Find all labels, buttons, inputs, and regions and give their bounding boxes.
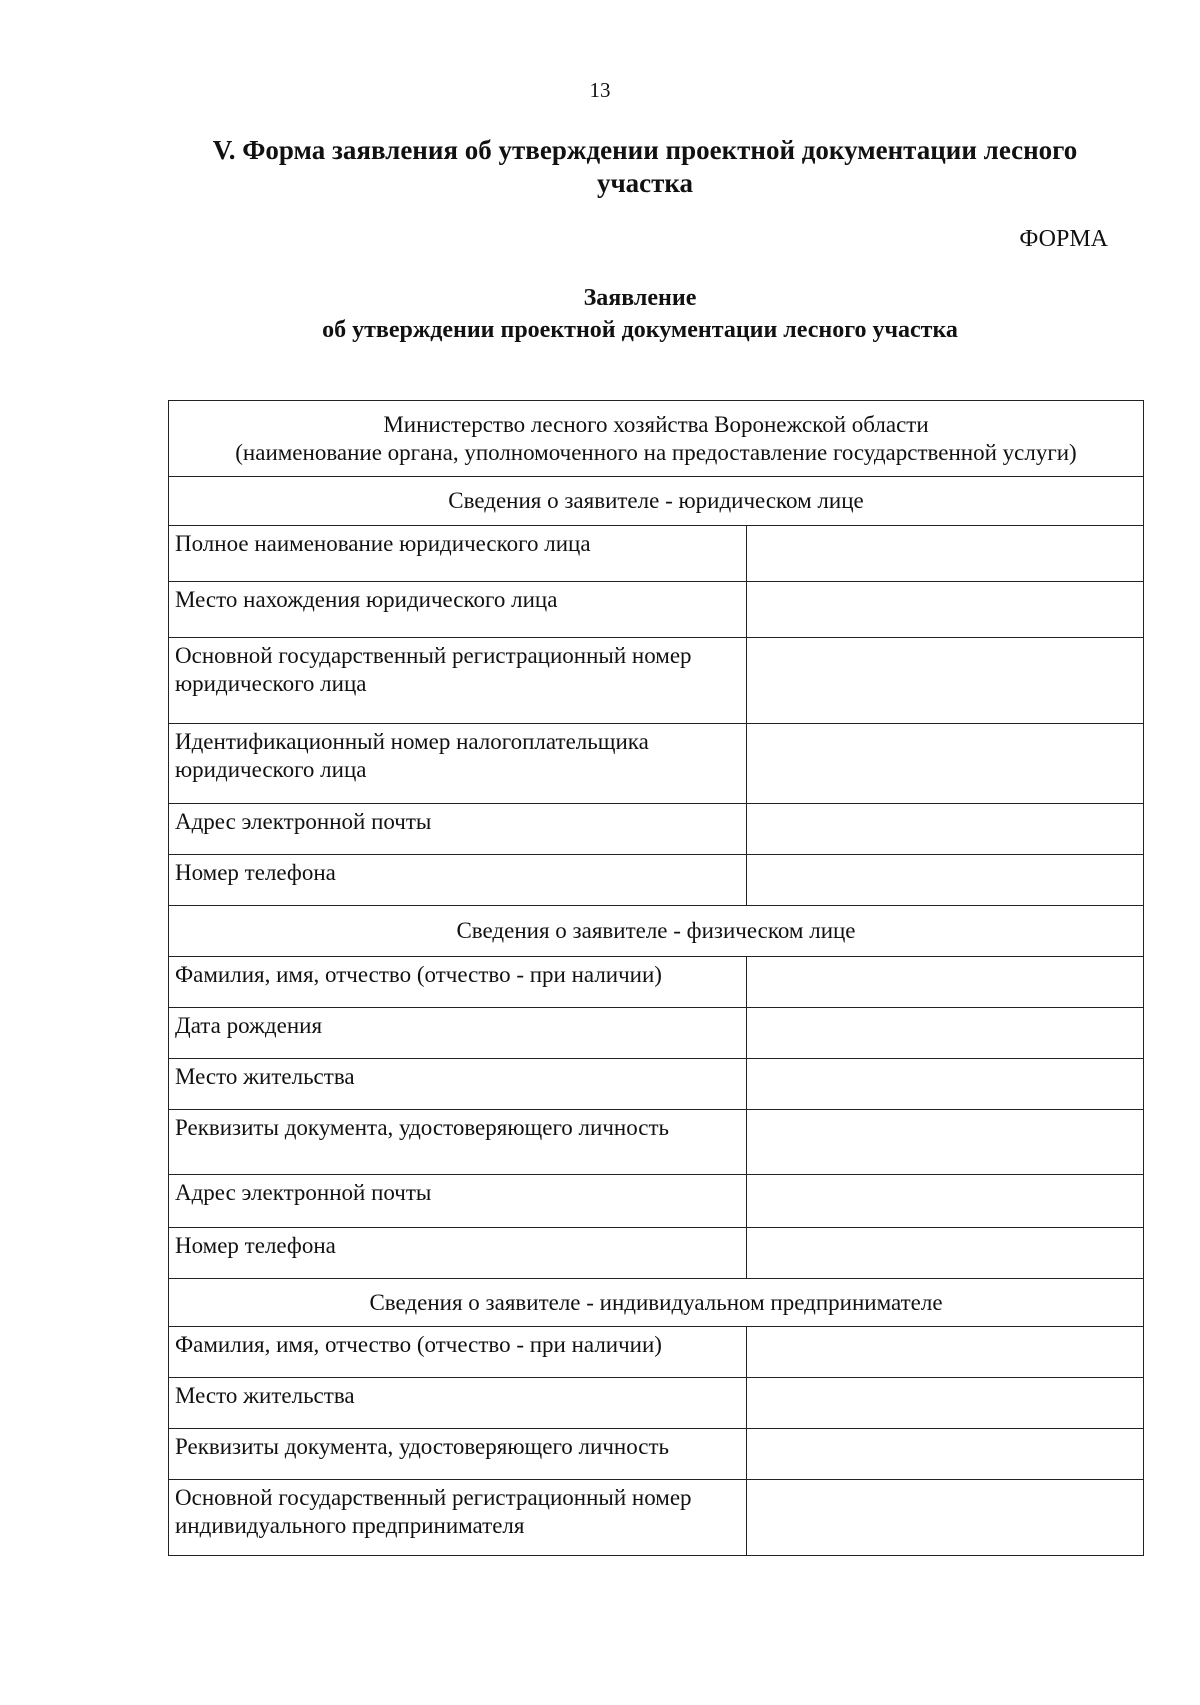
- section-title-line-1: V. Форма заявления об утверждении проектной документации лесного: [212, 135, 1078, 165]
- document-heading-line-1: Заявление: [583, 285, 697, 311]
- table-row: [169, 957, 1144, 1008]
- table-row: [169, 804, 1144, 855]
- row-label: Основной государственный регистрационный номер индивидуального предпринимателя: [169, 1480, 747, 1556]
- section-header-individual: Сведения о заявителе - физическом лице: [169, 906, 1144, 957]
- authority-name: Министерство лесного хозяйства Воронежской области: [383, 411, 929, 437]
- row-value-field[interactable]: [747, 724, 1144, 804]
- row-label: Место нахождения юридического лица: [169, 582, 747, 638]
- section-header-entrepreneur: Сведения о заявителе - индивидуальном предпринимателе: [169, 1279, 1144, 1327]
- table-row: [169, 1480, 1144, 1556]
- row-value-field[interactable]: [747, 1175, 1144, 1228]
- authority-caption: (наименование органа, уполномоченного на предоставление государственной услуги): [235, 439, 1077, 465]
- table-row: [169, 855, 1144, 906]
- section-header-row: [169, 906, 1144, 957]
- section-header-row: [169, 477, 1144, 526]
- row-value-field[interactable]: [747, 1327, 1144, 1378]
- table-row: [169, 1327, 1144, 1378]
- section-title-line-2: участка: [596, 168, 694, 198]
- row-value-field[interactable]: [747, 1378, 1144, 1429]
- row-label: Место жительства: [169, 1059, 747, 1110]
- table-row: [169, 1059, 1144, 1110]
- row-label: Номер телефона: [169, 1228, 747, 1279]
- row-label: Реквизиты документа, удостоверяющего личность: [169, 1429, 747, 1480]
- row-label: Идентификационный номер налогоплательщика юридического лица: [169, 724, 747, 804]
- table-row: [169, 638, 1144, 724]
- row-value-field[interactable]: [747, 526, 1144, 582]
- authority-row: [169, 401, 1144, 477]
- row-label: Основной государственный регистрационный номер юридического лица: [169, 638, 747, 724]
- table-row: [169, 1110, 1144, 1175]
- row-value-field[interactable]: [747, 804, 1144, 855]
- section-title: [170, 134, 1120, 200]
- document-heading: [200, 282, 1080, 346]
- section-header-legal-entity: Сведения о заявителе - юридическом лице: [169, 477, 1144, 526]
- row-value-field[interactable]: [747, 1008, 1144, 1059]
- row-value-field[interactable]: [747, 1228, 1144, 1279]
- table-row: [169, 1008, 1144, 1059]
- table-row: [169, 724, 1144, 804]
- table-row: [169, 526, 1144, 582]
- table-row: [169, 1429, 1144, 1480]
- row-value-field[interactable]: [747, 1059, 1144, 1110]
- table-row: [169, 1175, 1144, 1228]
- authority-cell: [169, 401, 1144, 477]
- page-number: 13: [589, 78, 611, 102]
- row-label: Место жительства: [169, 1378, 747, 1429]
- forma-label: ФОРМА: [1019, 226, 1108, 252]
- row-label: Полное наименование юридического лица: [169, 526, 747, 582]
- row-label: Реквизиты документа, удостоверяющего личность: [169, 1110, 747, 1175]
- row-value-field[interactable]: [747, 1480, 1144, 1556]
- row-label: Фамилия, имя, отчество (отчество - при наличии): [169, 1327, 747, 1378]
- document-heading-line-2: об утверждении проектной документации лесного участка: [322, 317, 958, 343]
- row-label: Адрес электронной почты: [169, 1175, 747, 1228]
- row-label: Адрес электронной почты: [169, 804, 747, 855]
- row-value-field[interactable]: [747, 1429, 1144, 1480]
- table-row: [169, 1228, 1144, 1279]
- row-value-field[interactable]: [747, 638, 1144, 724]
- row-value-field[interactable]: [747, 855, 1144, 906]
- row-label: Номер телефона: [169, 855, 747, 906]
- row-value-field[interactable]: [747, 582, 1144, 638]
- row-value-field[interactable]: [747, 957, 1144, 1008]
- table-row: [169, 582, 1144, 638]
- application-form-table: [168, 400, 1144, 1556]
- table-row: [169, 1378, 1144, 1429]
- row-label: Дата рождения: [169, 1008, 747, 1059]
- row-value-field[interactable]: [747, 1110, 1144, 1175]
- row-label: Фамилия, имя, отчество (отчество - при наличии): [169, 957, 747, 1008]
- section-header-row: [169, 1279, 1144, 1327]
